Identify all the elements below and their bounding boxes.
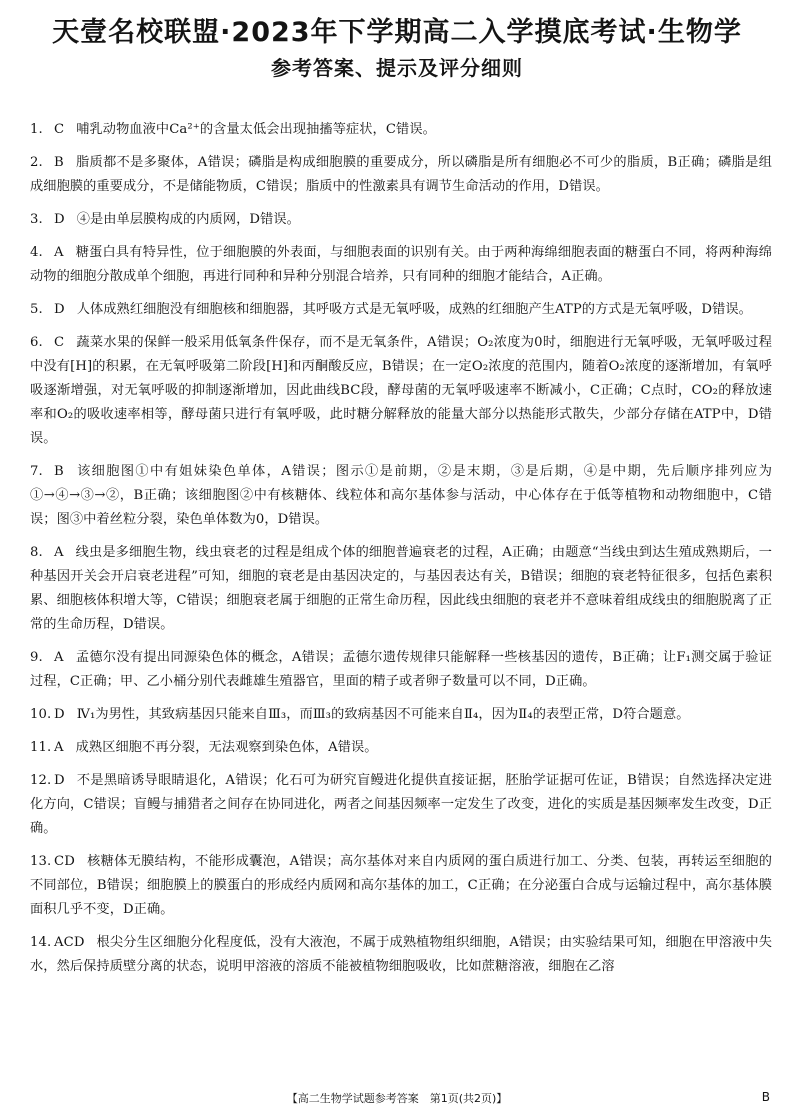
answer-explanation: Ⅳ₁为男性，其致病基因只能来自Ⅲ₃，而Ⅲ₃的致病基因不可能来自Ⅱ₄，因为Ⅱ₄的表型正常，D符合题意。 (76, 707, 690, 722)
answer-option: C (54, 335, 65, 350)
answer-option: A (54, 245, 64, 260)
answer-explanation: 人体成熟红细胞没有细胞核和细胞器，其呼吸方式是无氧呼吸，成熟的红细胞产生ATP的方式是无氧呼吸，D错误。 (76, 302, 752, 317)
answer-explanation: 孟德尔没有提出同源染色体的概念，A错误；孟德尔遗传规律只能解释一些核基因的遗传，B正确；让F₁测交属于验证过程，C正确；甲、乙小桶分别代表雌雄生殖器官，里面的精子或者卵子数量可以不同，D正确。 (30, 650, 772, 689)
answer-number: 12. (30, 773, 52, 788)
answer-item (30, 208, 772, 232)
version-mark: B (761, 1090, 770, 1104)
answer-option: A (54, 740, 64, 755)
answer-explanation: 核糖体无膜结构，不能形成囊泡，A错误；高尔基体对来自内质网的蛋白质进行加工、分类、包装，再转运至细胞的不同部位，B错误；细胞膜上的膜蛋白的形成经内质网和高尔基体的加工，C正确；在分泌蛋白合成与运输过程中，高尔基体膜面积几乎不变，D正确。 (30, 854, 772, 917)
answer-number: 1. (30, 122, 43, 137)
answer-list (30, 118, 772, 988)
answer-number: 9. (30, 650, 43, 665)
answer-explanation: 糖蛋白具有特异性，位于细胞膜的外表面，与细胞表面的识别有关。由于两种海绵细胞表面的糖蛋白不同，将两种海绵动物的细胞分散成单个细胞，再进行同种和异种分别混合培养，只有同种的细胞才能结合，A正确。 (30, 245, 772, 284)
page-footer: 【高二生物学试题参考答案 第1页(共2页)】 (286, 1092, 508, 1105)
answer-number: 11. (30, 740, 52, 755)
answer-number: 2. (30, 155, 43, 170)
answer-explanation: 哺乳动物血液中Ca²⁺的含量太低会出现抽搐等症状，C错误。 (76, 122, 436, 137)
answer-item (30, 118, 772, 142)
answer-option: A (54, 650, 64, 665)
answer-explanation: 该细胞图①中有姐妹染色单体，A错误；图示①是前期，②是末期，③是后期，④是中期，先后顺序排列应为①→④→③→②，B正确；该细胞图②中有核糖体、线粒体和高尔基体参与活动，中心体存在于低等植物和动物细胞中，C错误；图③中着丝粒分裂，染色单体数为0，D错误。 (30, 464, 772, 527)
answer-item (30, 460, 772, 532)
answer-item (30, 541, 772, 637)
answer-explanation: ④是由单层膜构成的内质网，D错误。 (76, 212, 300, 227)
answer-number: 6. (30, 335, 43, 350)
answer-item (30, 703, 772, 727)
answer-option: D (54, 212, 65, 227)
answer-item (30, 850, 772, 922)
answer-number: 7. (30, 464, 43, 479)
answer-option: D (54, 773, 65, 788)
answer-number: 13. (30, 854, 52, 869)
answer-option: CD (54, 854, 75, 869)
answer-item (30, 298, 772, 322)
answer-option: D (54, 707, 65, 722)
answer-explanation: 不是黑暗诱导眼睛退化，A错误；化石可为研究盲鳗进化提供直接证据，胚胎学证据可佐证，B错误；自然选择决定进化方向，C错误；盲鳗与捕猎者之间存在协同进化，两者之间基因频率一定发生了改变，进化的实质是基因频率发生改变，D正确。 (30, 773, 772, 836)
answer-number: 10. (30, 707, 52, 722)
answer-option: B (54, 464, 64, 479)
answer-item (30, 769, 772, 841)
answer-option: B (54, 155, 64, 170)
answer-item (30, 241, 772, 289)
answer-option: D (54, 302, 65, 317)
answer-item (30, 931, 772, 979)
answer-option: C (54, 122, 65, 137)
answer-number: 14. (30, 935, 52, 950)
answer-explanation: 根尖分生区细胞分化程度低，没有大液泡，不属于成熟植物组织细胞，A错误；由实验结果可知，细胞在甲溶液中失水，然后保持质壁分离的状态，说明甲溶液的溶质不能被植物细胞吸收，比如蔗糖溶液，细胞在乙溶 (30, 935, 772, 974)
answer-item (30, 646, 772, 694)
answer-explanation: 成熟区细胞不再分裂，无法观察到染色体，A错误。 (75, 740, 378, 755)
answer-number: 4. (30, 245, 43, 260)
answer-explanation: 蔬菜水果的保鲜一般采用低氧条件保存，而不是无氧条件，A错误；O₂浓度为0时，细胞进行无氧呼吸，无氧呼吸过程中没有[H]的积累，在无氧呼吸第二阶段[H]和丙酮酸反应，B错误；在一定O₂浓度的范围内，随着O₂浓度的逐渐增加，有氧呼吸逐渐增强，对无氧呼吸的抑制逐渐增加，因此曲线BC段，酵母菌的无氧呼吸速率不断减小，C正确；C点时，CO₂的释放速率和O₂的吸收速率相等，酵母菌只进行有氧呼吸，此时糖分解释放的能量大部分以热能形式散失，少部分存储在ATP中，D错误。 (30, 335, 772, 446)
answer-explanation: 脂质都不是多聚体，A错误；磷脂是构成细胞膜的重要成分，所以磷脂是所有细胞必不可少的脂质，B正确；磷脂是组成细胞膜的重要成分，不是储能物质，C错误；脂质中的性激素具有调节生命活动的作用，D错误。 (30, 155, 772, 194)
answer-option: ACD (54, 935, 85, 950)
answer-number: 8. (30, 545, 43, 560)
answer-number: 3. (30, 212, 43, 227)
answer-item (30, 331, 772, 451)
page-subtitle: 参考答案、提示及评分细则 (271, 56, 523, 80)
page-title: 天壹名校联盟·2023年下学期高二入学摸底考试·生物学 (52, 17, 742, 48)
answer-number: 5. (30, 302, 43, 317)
answer-option: A (54, 545, 64, 560)
answer-item (30, 151, 772, 199)
answer-explanation: 线虫是多细胞生物，线虫衰老的过程是组成个体的细胞普遍衰老的过程，A正确；由题意“当线虫到达生殖成熟期后，一种基因开关会开启衰老进程”可知，细胞的衰老是由基因决定的，与基因表达有关，B错误；细胞的衰老特征很多，包括色素积累、细胞核体积增大等，C错误；细胞衰老属于细胞的正常生命历程，因此线虫细胞的衰老并不意味着组成线虫的细胞脱离了正常的生命历程，D错误。 (30, 545, 772, 632)
answer-item (30, 736, 772, 760)
